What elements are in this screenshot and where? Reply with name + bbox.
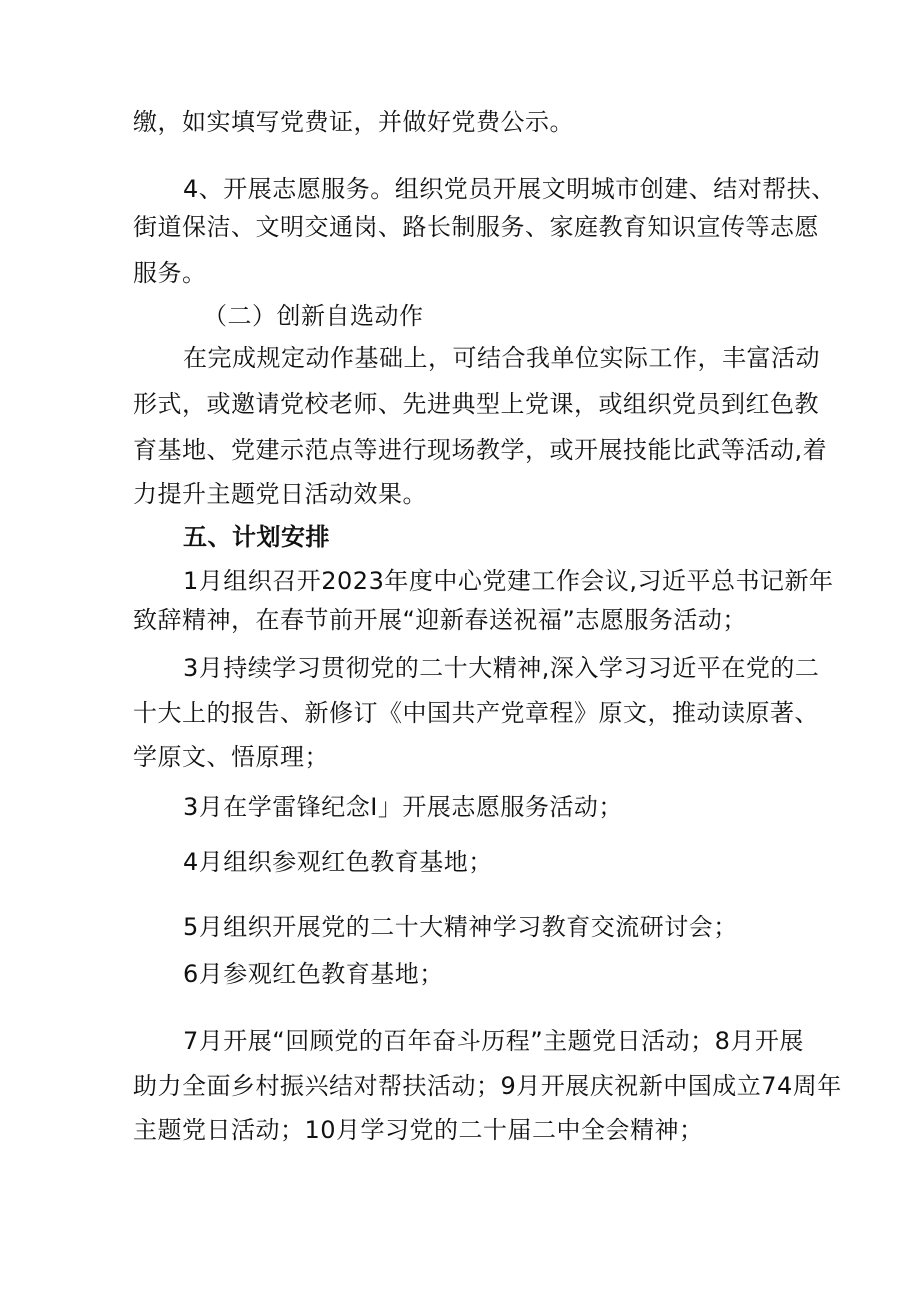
paragraph-line: 形式，或邀请党校老师、先进典型上党课，或组织党员到红色教	[133, 390, 819, 418]
paragraph-line: 4月组织参观红色教育基地；	[183, 848, 493, 876]
paragraph-line: 5月组织开展党的二十大精神学习教育交流研讨会；	[183, 913, 738, 941]
section-heading: 五、计划安排	[183, 523, 330, 551]
paragraph-line: 街道保洁、文明交通岗、路长制服务、家庭教育知识宣传等志愿	[133, 213, 819, 241]
paragraph-line: 3月在学雷锋纪念I」开展志愿服务活动；	[183, 793, 623, 821]
paragraph-line: 服务。	[133, 259, 207, 287]
paragraph-line: 4、开展志愿服务。组织党员开展文明城市创建、结对帮扶、	[183, 175, 836, 203]
paragraph-line: 缴，如实填写党费证，并做好党费公示。	[133, 108, 574, 136]
paragraph-line: 3月持续学习贯彻党的二十大精神,深入学习习近平在党的二	[183, 654, 820, 682]
paragraph-line: 学原文、悟原理；	[133, 743, 329, 771]
paragraph-line: 育基地、党建示范点等进行现场教学，或开展技能比武等活动,着	[133, 436, 828, 464]
subheading: （二）创新自选动作	[203, 302, 424, 330]
paragraph-line: 致辞精神，在春节前开展“迎新春送祝福”志愿服务活动；	[133, 606, 747, 634]
paragraph-line: 6月参观红色教育基地；	[183, 960, 444, 988]
paragraph-line: 力提升主题党日活动效果。	[133, 480, 427, 508]
paragraph-line: 1月组织召开2023年度中心党建工作会议,习近平总书记新年	[183, 567, 834, 595]
paragraph-line: 助力全面乡村振兴结对帮扶活动；9月开展庆祝新中国成立74周年	[133, 1072, 842, 1100]
paragraph-line: 7月开展“回顾党的百年奋斗历程”主题党日活动；8月开展	[183, 1027, 804, 1055]
paragraph-line: 在完成规定动作基础上，可结合我单位实际工作，丰富活动	[183, 344, 820, 372]
paragraph-line: 主题党日活动；10月学习党的二十届二中全会精神；	[133, 1116, 704, 1144]
paragraph-line: 十大上的报告、新修订《中国共产党章程》原文，推动读原著、	[133, 699, 819, 727]
